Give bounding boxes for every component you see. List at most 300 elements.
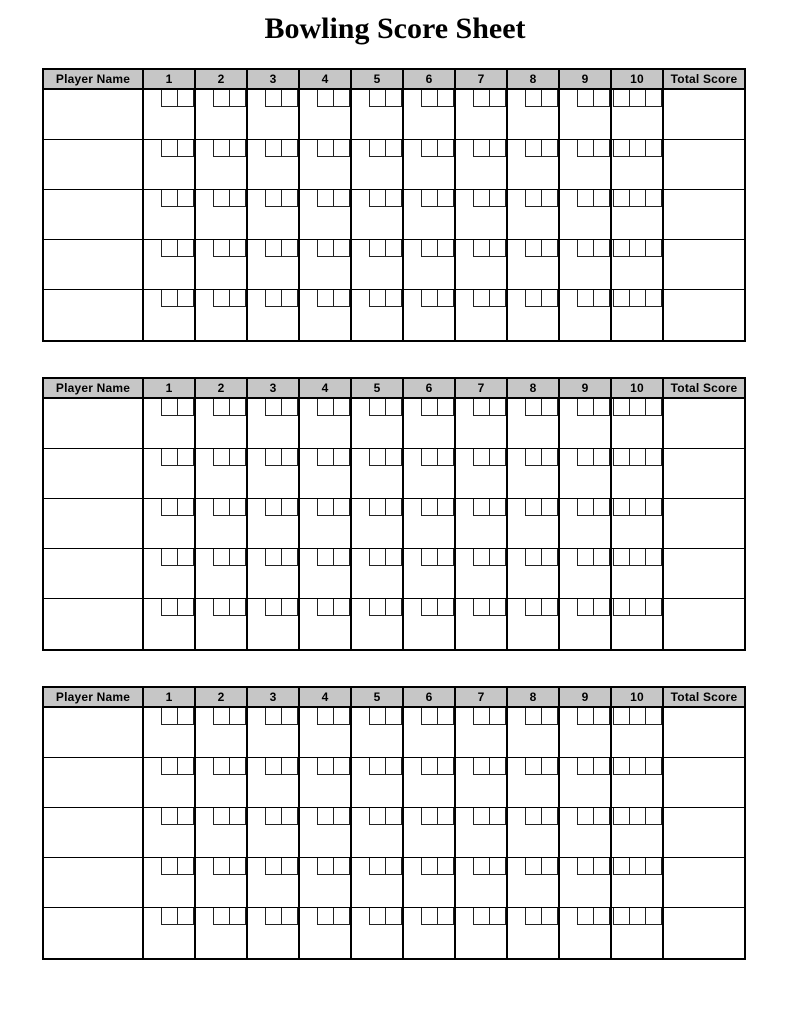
pin-box [265, 240, 282, 257]
header-frame-8: 8 [508, 379, 560, 399]
pin-box [385, 708, 402, 725]
pin-boxes [613, 858, 662, 875]
header-frame-4: 4 [300, 379, 352, 399]
pin-box [593, 290, 610, 307]
pin-box [265, 599, 282, 616]
pin-box [525, 140, 542, 157]
pin-box [577, 758, 594, 775]
pin-box [525, 190, 542, 207]
pin-boxes [161, 908, 194, 925]
header-player-name: Player Name [44, 688, 144, 708]
score-table-1 [42, 68, 746, 342]
pin-box [593, 549, 610, 566]
frame-cell [560, 290, 612, 340]
frame-cell [248, 240, 300, 290]
pin-box [333, 240, 350, 257]
pin-box [317, 140, 334, 157]
frame-cell [144, 399, 196, 449]
pin-boxes [525, 190, 558, 207]
pin-box [577, 858, 594, 875]
pin-box [213, 549, 230, 566]
frame-cell [560, 399, 612, 449]
pin-box [385, 240, 402, 257]
frame-cell [300, 399, 352, 449]
pin-box [177, 399, 194, 416]
score-table-3 [42, 686, 746, 960]
pin-boxes [317, 140, 350, 157]
pin-box [229, 599, 246, 616]
frame-cell [144, 808, 196, 858]
pin-box [281, 399, 298, 416]
pin-boxes [421, 290, 454, 307]
pin-box [629, 449, 646, 466]
pin-box [265, 290, 282, 307]
pin-boxes [161, 90, 194, 107]
page-title: Bowling Score Sheet [264, 12, 526, 45]
pin-box [177, 549, 194, 566]
pin-boxes [369, 190, 402, 207]
frame-cell [300, 449, 352, 499]
pin-box [593, 808, 610, 825]
frame-cell [508, 858, 560, 908]
pin-box [473, 499, 490, 516]
pin-box [177, 499, 194, 516]
pin-boxes [369, 858, 402, 875]
pin-boxes [213, 708, 246, 725]
pin-box [177, 449, 194, 466]
pin-box [645, 90, 662, 107]
pin-box [369, 240, 386, 257]
pin-boxes [525, 290, 558, 307]
frame-cell [404, 499, 456, 549]
pin-box [369, 140, 386, 157]
pin-box [593, 190, 610, 207]
frame-cell [352, 190, 404, 240]
pin-box [613, 290, 630, 307]
pin-box [473, 449, 490, 466]
frame-cell [144, 290, 196, 340]
frame-cell [196, 549, 248, 599]
pin-box [213, 449, 230, 466]
pin-box [593, 708, 610, 725]
pin-boxes [161, 240, 194, 257]
frame-cell [456, 549, 508, 599]
pin-boxes [265, 140, 298, 157]
frame-cell [352, 808, 404, 858]
pin-box [541, 549, 558, 566]
pin-box [317, 908, 334, 925]
pin-box [577, 90, 594, 107]
pin-box [265, 140, 282, 157]
player-name-cell [44, 858, 144, 908]
frame-cell [352, 499, 404, 549]
pin-box [593, 399, 610, 416]
frame-cell [196, 599, 248, 649]
header-frame-9: 9 [560, 379, 612, 399]
pin-box [613, 708, 630, 725]
pin-box [229, 140, 246, 157]
pin-boxes [421, 708, 454, 725]
pin-box [333, 708, 350, 725]
pin-box [229, 758, 246, 775]
frame-cell [248, 908, 300, 958]
pin-box [213, 290, 230, 307]
frame-cell [612, 858, 664, 908]
header-frame-5: 5 [352, 688, 404, 708]
pin-box [437, 290, 454, 307]
pin-box [593, 140, 610, 157]
player-name-cell [44, 758, 144, 808]
frame-cell [560, 708, 612, 758]
pin-boxes [473, 140, 506, 157]
player-name-cell [44, 140, 144, 190]
pin-box [421, 449, 438, 466]
pin-boxes [161, 549, 194, 566]
frame-cell [248, 808, 300, 858]
pin-box [385, 599, 402, 616]
pin-boxes [577, 708, 610, 725]
pin-box [437, 240, 454, 257]
pin-boxes [265, 858, 298, 875]
pin-boxes [161, 808, 194, 825]
pin-box [541, 499, 558, 516]
pin-boxes [613, 140, 662, 157]
frame-cell [612, 449, 664, 499]
total-score-cell [664, 240, 744, 290]
pin-box [541, 90, 558, 107]
pin-box [489, 290, 506, 307]
frame-cell [352, 758, 404, 808]
pin-boxes [577, 599, 610, 616]
frame-cell [508, 549, 560, 599]
header-frame-1: 1 [144, 379, 196, 399]
pin-box [473, 599, 490, 616]
pin-box [213, 140, 230, 157]
frame-cell [508, 758, 560, 808]
pin-boxes [161, 449, 194, 466]
pin-box [369, 190, 386, 207]
pin-box [265, 808, 282, 825]
pin-boxes [317, 549, 350, 566]
frame-cell [352, 240, 404, 290]
pin-box [577, 808, 594, 825]
pin-box [281, 140, 298, 157]
total-score-cell [664, 599, 744, 649]
pin-box [437, 549, 454, 566]
frame-cell [508, 90, 560, 140]
frame-cell [404, 908, 456, 958]
pin-box [333, 908, 350, 925]
pin-box [281, 499, 298, 516]
pin-box [281, 908, 298, 925]
header-frame-7: 7 [456, 688, 508, 708]
frame-cell [560, 499, 612, 549]
frame-cell [196, 240, 248, 290]
header-frame-10: 10 [612, 379, 664, 399]
pin-box [385, 808, 402, 825]
player-name-cell [44, 90, 144, 140]
pin-box [629, 90, 646, 107]
frame-cell [144, 858, 196, 908]
pin-box [333, 90, 350, 107]
header-frame-3: 3 [248, 70, 300, 90]
score-table-2 [42, 377, 746, 651]
pin-boxes [317, 758, 350, 775]
pin-box [317, 758, 334, 775]
pin-box [161, 858, 178, 875]
frame-cell [404, 190, 456, 240]
pin-boxes [265, 90, 298, 107]
pin-boxes [577, 499, 610, 516]
frame-cell [300, 140, 352, 190]
pin-box [385, 758, 402, 775]
pin-boxes [421, 240, 454, 257]
pin-boxes [161, 708, 194, 725]
frame-cell [612, 758, 664, 808]
pin-box [541, 858, 558, 875]
pin-box [473, 399, 490, 416]
pin-box [265, 499, 282, 516]
pin-boxes [577, 240, 610, 257]
pin-box [421, 499, 438, 516]
frame-cell [300, 290, 352, 340]
header-frame-4: 4 [300, 70, 352, 90]
pin-box [629, 240, 646, 257]
frame-cell [456, 758, 508, 808]
frame-cell [612, 290, 664, 340]
pin-box [541, 140, 558, 157]
frame-cell [352, 908, 404, 958]
pin-box [333, 190, 350, 207]
pin-boxes [265, 399, 298, 416]
pin-boxes [161, 290, 194, 307]
pin-box [645, 449, 662, 466]
pin-box [317, 449, 334, 466]
pin-boxes [213, 190, 246, 207]
pin-box [333, 549, 350, 566]
pin-boxes [213, 808, 246, 825]
pin-box [593, 240, 610, 257]
header-frame-3: 3 [248, 688, 300, 708]
player-name-cell [44, 908, 144, 958]
pin-box [229, 190, 246, 207]
pin-box [645, 758, 662, 775]
frame-cell [352, 140, 404, 190]
pin-boxes [525, 549, 558, 566]
pin-box [525, 808, 542, 825]
pin-boxes [369, 140, 402, 157]
pin-boxes [473, 708, 506, 725]
pin-box [613, 549, 630, 566]
frame-cell [560, 140, 612, 190]
pin-box [489, 549, 506, 566]
pin-boxes [577, 908, 610, 925]
frame-cell [248, 599, 300, 649]
pin-box [541, 708, 558, 725]
frame-cell [560, 549, 612, 599]
pin-boxes [265, 549, 298, 566]
pin-boxes [213, 290, 246, 307]
pin-box [473, 908, 490, 925]
frame-cell [352, 90, 404, 140]
pin-box [281, 808, 298, 825]
pin-boxes [161, 190, 194, 207]
pin-box [489, 240, 506, 257]
frame-cell [144, 190, 196, 240]
frame-cell [248, 758, 300, 808]
pin-boxes [213, 599, 246, 616]
pin-boxes [473, 290, 506, 307]
pin-box [161, 449, 178, 466]
pin-boxes [213, 399, 246, 416]
player-name-cell [44, 449, 144, 499]
pin-boxes [613, 449, 662, 466]
pin-box [525, 449, 542, 466]
frame-cell [404, 140, 456, 190]
pin-box [473, 808, 490, 825]
pin-box [213, 240, 230, 257]
frame-cell [196, 858, 248, 908]
pin-box [161, 140, 178, 157]
frame-cell [300, 599, 352, 649]
frame-cell [456, 858, 508, 908]
pin-box [629, 290, 646, 307]
player-name-cell [44, 290, 144, 340]
frame-cell [560, 908, 612, 958]
pin-box [525, 858, 542, 875]
frame-cell [404, 599, 456, 649]
page [0, 12, 790, 960]
frame-cell [248, 549, 300, 599]
frame-cell [196, 190, 248, 240]
pin-boxes [525, 449, 558, 466]
header-frame-6: 6 [404, 688, 456, 708]
pin-boxes [369, 290, 402, 307]
frame-cell [196, 449, 248, 499]
pin-box [281, 708, 298, 725]
pin-box [645, 808, 662, 825]
pin-boxes [473, 808, 506, 825]
frame-cell [560, 808, 612, 858]
pin-box [421, 140, 438, 157]
pin-box [525, 499, 542, 516]
pin-box [161, 90, 178, 107]
pin-boxes [317, 708, 350, 725]
frame-cell [196, 808, 248, 858]
pin-box [473, 290, 490, 307]
pin-boxes [577, 140, 610, 157]
frame-cell [144, 908, 196, 958]
header-frame-2: 2 [196, 688, 248, 708]
pin-box [369, 708, 386, 725]
pin-boxes [577, 549, 610, 566]
pin-box [421, 240, 438, 257]
pin-box [421, 290, 438, 307]
pin-box [645, 240, 662, 257]
pin-box [213, 599, 230, 616]
pin-box [629, 908, 646, 925]
pin-boxes [525, 708, 558, 725]
pin-box [541, 399, 558, 416]
frame-cell [248, 449, 300, 499]
pin-box [577, 708, 594, 725]
pin-boxes [525, 858, 558, 875]
frame-cell [404, 290, 456, 340]
frame-cell [404, 758, 456, 808]
pin-boxes [525, 808, 558, 825]
pin-boxes [317, 190, 350, 207]
pin-boxes [577, 858, 610, 875]
pin-boxes [265, 190, 298, 207]
pin-boxes [317, 399, 350, 416]
frame-cell [456, 190, 508, 240]
frame-cell [560, 758, 612, 808]
frame-cell [352, 399, 404, 449]
header-frame-10: 10 [612, 70, 664, 90]
pin-box [333, 290, 350, 307]
pin-box [213, 758, 230, 775]
pin-box [369, 399, 386, 416]
frame-cell [352, 708, 404, 758]
pin-boxes [473, 90, 506, 107]
pin-box [317, 708, 334, 725]
pin-boxes [161, 399, 194, 416]
pin-box [437, 499, 454, 516]
pin-box [629, 858, 646, 875]
header-frame-1: 1 [144, 688, 196, 708]
pin-box [489, 499, 506, 516]
pin-boxes [613, 708, 662, 725]
pin-box [593, 449, 610, 466]
frame-cell [196, 708, 248, 758]
pin-boxes [473, 908, 506, 925]
pin-boxes [421, 599, 454, 616]
pin-box [229, 499, 246, 516]
frame-cell [456, 240, 508, 290]
pin-box [265, 399, 282, 416]
pin-box [525, 399, 542, 416]
pin-box [333, 399, 350, 416]
pin-box [437, 190, 454, 207]
pin-boxes [525, 240, 558, 257]
pin-box [593, 858, 610, 875]
total-score-cell [664, 708, 744, 758]
pin-boxes [613, 399, 662, 416]
pin-box [489, 449, 506, 466]
pin-boxes [421, 449, 454, 466]
pin-boxes [473, 549, 506, 566]
pin-box [385, 449, 402, 466]
pin-box [317, 549, 334, 566]
pin-box [421, 399, 438, 416]
pin-box [613, 499, 630, 516]
pin-box [473, 549, 490, 566]
header-frame-1: 1 [144, 70, 196, 90]
pin-box [161, 240, 178, 257]
frame-cell [352, 449, 404, 499]
pin-box [473, 90, 490, 107]
pin-box [229, 908, 246, 925]
pin-box [161, 599, 178, 616]
pin-box [437, 708, 454, 725]
pin-box [629, 599, 646, 616]
pin-box [473, 858, 490, 875]
pin-box [525, 908, 542, 925]
pin-boxes [265, 808, 298, 825]
frame-cell [404, 549, 456, 599]
frame-cell [560, 599, 612, 649]
pin-boxes [473, 599, 506, 616]
